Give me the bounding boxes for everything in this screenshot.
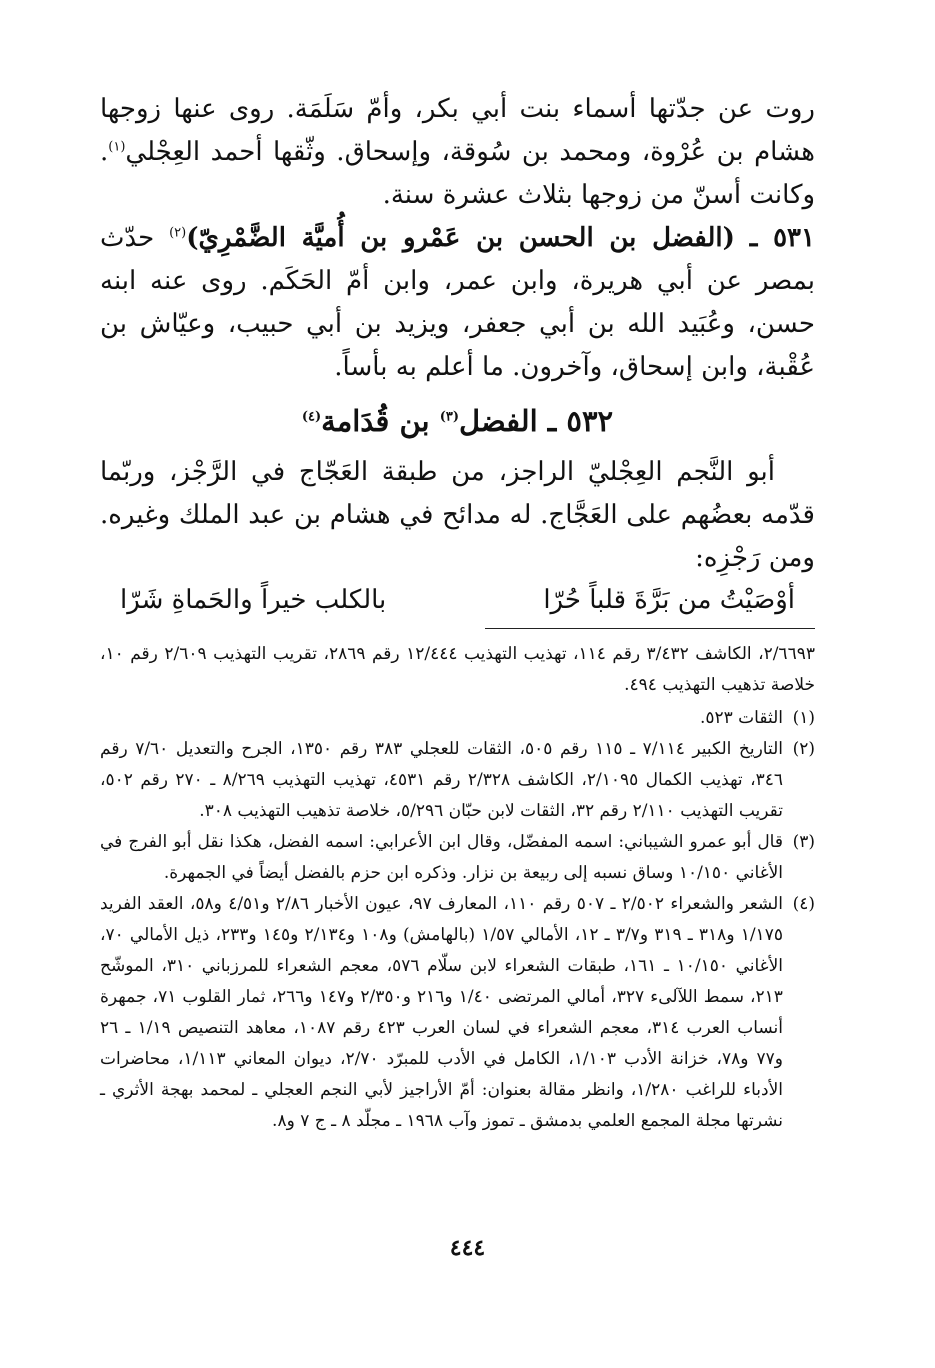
footnote-label: (١) <box>792 708 815 728</box>
entry-532-heading <box>100 401 815 441</box>
footnotes <box>100 639 815 1137</box>
footnote-ref-4: (٤) <box>301 409 322 425</box>
footnote-ref-3: (٣) <box>439 409 460 425</box>
entry-532-body <box>100 451 815 580</box>
footnote-3 <box>100 827 815 889</box>
footnote-1 <box>100 703 815 734</box>
page-number: ٤٤٤ <box>449 1235 486 1261</box>
footnote-divider <box>485 628 815 629</box>
footnote-4 <box>100 889 815 1137</box>
footnote-text: التاريخ الكبير ٧/١١٤ ـ ١١٥ رقم ٥٠٥، الثقات للعجلي ٣٨٣ رقم ١٣٥٠، الجرح والتعديل ٧/٦٠ رقم ٣٤٦، تهذيب الكمال ٢/١٠٩٥، الكاشف ٢/٣٢٨ رقم ٤٥٣١، تهذيب التهذيب ٨/٢٦٩ ـ ٢٧٠ رقم ٥٠٢، تقريب التهذيب ٢/١١٠ رقم ٣٢، الثقات لابن حبّان ٥/٢٩٦، خلاصة تذهيب التهذيب ٣٠٨. <box>100 739 784 821</box>
verse-hemistich-2: بالكلب خيراً والحَماةِ شَرّا <box>120 585 387 615</box>
main-text <box>100 88 815 389</box>
heading-middle: بن قُدَامة <box>321 404 440 438</box>
footnote-label: (٣) <box>792 832 815 852</box>
para-1-text: روت عن جدّتها أسماء بنت أبي بكر، وأمّ سَلَمَة. روى عنها زوجها هشام بن عُرْوة، ومحمد بن سُوقة، وإسحاق. وثّقها أحمد العِجْلي <box>100 94 815 167</box>
footnote-text: الشعر والشعراء ٢/٥٠٢ ـ ٥٠٧ رقم ١١٠، المعارف ٩٧، عيون الأخبار ٢/٨٦ و٤/٥١ و٥٨، العقد الفريد ١/١٧٥ و٣١٨ ـ ٣١٩ و٣/٧ ـ ١٢، الأمالي ١/٥٧ (بالهامش) و١٠٨ و٢/١٣٤ و١٤٥ و٢٣٣، ذيل الأمالي ٧٠، الأغاني ١٠/١٥٠ ـ ١٦١، طبقات الشعراء لابن سلّام ٥٧٦، معجم الشعراء للمرزباني ٣١٠، الموشّح ٢١٣، سمط اللآلىء ٣٢٧، أمالي المرتضى ١/٤٠ و٢١٦ و٢/٣٥٠ و١٤٧ و٢٦٦، ثمار القلوب ٧١، جمهرة أنساب العرب ٣١٤، معجم الشعراء في لسان العرب ٤٢٣ رقم ١٠٨٧، معاهد التنصيص ١/١٩ ـ ٢٦ و٧٧ و٧٨، خزانة الأدب ١/١٠٣، الكامل في الأدب للمبرّد ٢/٧٠، ديوان المعاني ١/١١٣، محاضرات الأدباء للراغب ١/٢٨٠، وانظر مقالة بعنوان: أمّ الأراجيز لأبي النجم العجلي ـ لمحمد بهجة الأثري ـ نشرتها مجلة المجمع العلمي بدمشق ـ تموز وآب ١٩٦٨ ـ مجلّد ٨ ـ ج ٧ و٨. <box>100 894 783 1131</box>
verse-line <box>100 580 815 620</box>
entry-531-name: (الفضل بن الحسن بن عَمْرو بن أُميَّة الضَّمْرِيّ) <box>186 223 735 253</box>
para-1-end: . وكانت أسنّ من زوجها بثلاث عشرة سنة. <box>100 137 815 210</box>
page-content <box>100 88 815 1137</box>
heading-prefix: ٥٣٢ ـ الفضل <box>459 404 614 438</box>
verse-hemistich-1: أوْصَيْتُ من بَرَّةَ قلباً حُرّا <box>543 585 795 615</box>
footnote-text: قال أبو عمرو الشيباني: اسمه المفضّل، وقال ابن الأعرابي: اسمه الفضل، هكذا نقل أبو الفرج في الأغاني ١٠/١٥٠ وساق نسبه إلى ربيعة بن نزار. وذكره ابن حزم بالفضل أيضاً في الجمهرة. <box>100 832 783 883</box>
footnote-continuation: ٢/٦٦٩٣، الكاشف ٣/٤٣٢ رقم ١١٤، تهذيب التهذيب ١٢/٤٤٤ رقم ٢٨٦٩، تقريب التهذيب ٢/٦٠٩ رقم ١٠، خلاصة تذهيب التهذيب ٤٩٤. <box>100 644 815 695</box>
footnote-ref-2: (٢) <box>169 225 187 241</box>
footnote-label: (٢) <box>792 739 815 759</box>
footnote-2 <box>100 734 815 827</box>
footnote-ref-1: (١) <box>108 139 126 155</box>
entry-531-number: ٥٣١ ـ <box>749 223 815 253</box>
paragraph-continuation <box>100 88 815 217</box>
footnote-text: الثقات ٥٢٣. <box>699 708 783 728</box>
entry-532-text: أبو النَّجم العِجْليّ الراجز، من طبقة العَجّاج في الرَّجْز، وربّما قدّمه بعضُهم على العَجَّاج. له مدائح في هشام بن عبد الملك وغيره. ومن رَجْزِه: <box>100 457 815 573</box>
entry-531 <box>100 217 815 389</box>
entry-531-text: حدّث بمصر عن أبي هريرة، وابن عمر، وابن أمّ الحَكَم. روى عنه ابنه حسن، وعُبَيد الله بن أبي جعفر، ويزيد بن أبي حبيب، وعيّاش بن عُقْبة، وابن إسحاق، وآخرون. ما أعلم به بأساً. <box>100 223 815 382</box>
footnote-label: (٤) <box>792 894 815 914</box>
